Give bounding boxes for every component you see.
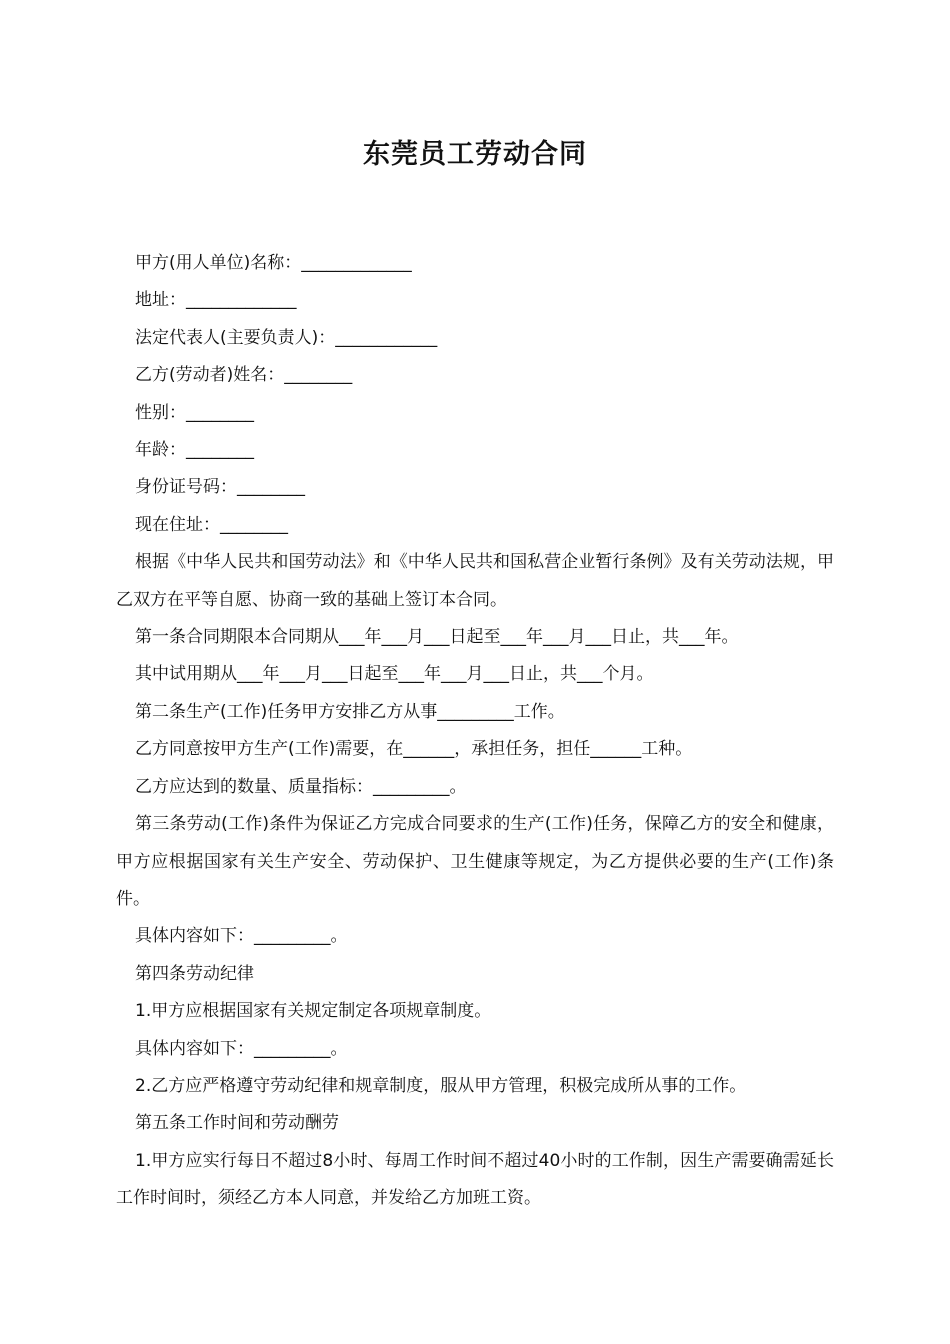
article-2-quota: 乙方应达到的数量、质量指标：_________。: [135, 776, 467, 797]
legal-representative-line: 法定代表人(主要负责人)：____________: [135, 327, 438, 348]
article-4-details: 具体内容如下：_________。: [135, 1038, 348, 1059]
current-address-line: 现在住址：________: [135, 514, 288, 535]
party-a-address-line: 地址：_____________: [135, 290, 297, 311]
party-b-name-line: 乙方(劳动者)姓名：________: [135, 365, 353, 386]
gender-line: 性别：________: [135, 402, 254, 423]
party-a-name-line: 甲方(用人单位)名称：_____________: [135, 253, 412, 273]
document-title: 东莞员工劳动合同: [363, 139, 587, 170]
article-5-heading: 第五条工作时间和劳动酬劳: [135, 1113, 339, 1134]
article-2-task: 第二条生产(工作)任务甲方安排乙方从事_________工作。: [135, 701, 565, 722]
article-3-details: 具体内容如下：_________。: [135, 926, 348, 947]
article-5-item-1: 1.甲方应实行每日不超过8小时、每周工作时间不超过40小时的工作制，因生产需要确需延长工作时间时，须经乙方本人同意，并发给乙方加班工资。: [116, 1150, 834, 1209]
preamble-paragraph: 根据《中华人民共和国劳动法》和《中华人民共和国私营企业暂行条例》及有关劳动法规，甲乙双方在平等自愿、协商一致的基础上签订本合同。: [116, 552, 834, 610]
article-3-conditions: 第三条劳动(工作)条件为保证乙方完成合同要求的生产(工作)任务，保障乙方的安全和健康，甲方应根据国家有关生产安全、劳动保护、卫生健康等规定，为乙方提供必要的生产(工作)条件。: [116, 814, 834, 909]
article-4-item-1: 1.甲方应根据国家有关规定制定各项规章制度。: [135, 1001, 492, 1022]
age-line: 年龄：________: [135, 440, 254, 461]
id-number-line: 身份证号码：________: [135, 477, 305, 498]
article-4-item-2: 2.乙方应严格遵守劳动纪律和规章制度，服从甲方管理，积极完成所从事的工作。: [135, 1075, 747, 1096]
article-1-term: 第一条合同期限本合同期从___年___月___日起至___年___月___日止，共___年。: [135, 627, 739, 648]
article-1-probation: 其中试用期从___年___月___日起至___年___月___日止，共___个月。: [135, 664, 654, 685]
article-2-assignment: 乙方同意按甲方生产(工作)需要，在______，承担任务，担任______工种。: [135, 739, 693, 760]
document-body: [116, 245, 834, 1218]
article-4-heading: 第四条劳动纪律: [135, 963, 254, 984]
